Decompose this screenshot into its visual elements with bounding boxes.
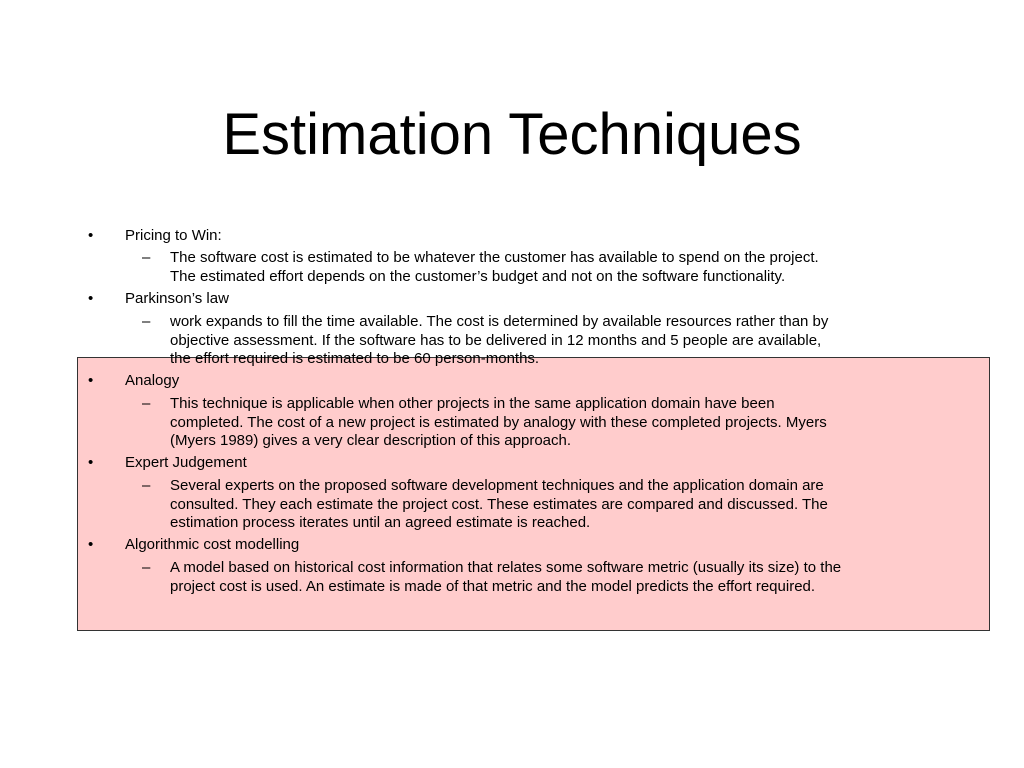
text-line: This technique is applicable when other projects in the same application domain have been (170, 395, 775, 412)
text-line: project cost is used. An estimate is made of that metric and the model predicts the effort required. (170, 577, 816, 595)
text-line: (Myers 1989) gives a very clear description of this approach. (170, 432, 572, 449)
dash-icon: – (142, 559, 151, 576)
bullet-icon: • (88, 372, 94, 389)
dash-icon: – (142, 249, 151, 266)
bullet-icon: • (88, 290, 94, 307)
text-line: completed. The cost of a new project is estimated by analogy with these completed projects. Myers (170, 413, 827, 431)
sub-item-text (170, 313, 940, 369)
sub-item-text (170, 395, 940, 451)
text-line: The software cost is estimated to be whatever the customer has available to spend on the project. (170, 249, 819, 266)
bullet-label: Expert Judgement (125, 454, 247, 471)
bullet-icon: • (88, 536, 94, 553)
bullet-label: Pricing to Win: (125, 227, 222, 244)
text-line: estimation process iterates until an agreed estimate is reached. (170, 514, 591, 531)
text-line: A model based on historical cost information that relates some software metric (usually its size) to the (170, 559, 842, 576)
text-line: objective assessment. If the software has to be delivered in 12 months and 5 people are available, (170, 331, 822, 349)
text-line: the effort required is estimated to be 60 person-months. (170, 350, 540, 367)
dash-icon: – (142, 477, 151, 494)
dash-icon: – (142, 395, 151, 412)
text-line: Several experts on the proposed software development techniques and the application domain are (170, 477, 824, 494)
bullet-label: Analogy (125, 372, 180, 389)
dash-icon: – (142, 313, 151, 330)
bullet-icon: • (88, 227, 94, 244)
sub-item-text (170, 559, 940, 596)
bullet-label: Algorithmic cost modelling (125, 536, 300, 553)
text-line: work expands to fill the time available. The cost is determined by available resources rather than by (170, 313, 829, 330)
text-line: consulted. They each estimate the project cost. These estimates are compared and discussed. The (170, 495, 828, 513)
sub-item-text (170, 477, 940, 533)
sub-item-text (170, 249, 940, 286)
bullet-label: Parkinson’s law (125, 290, 229, 307)
bullet-icon: • (88, 454, 94, 471)
text-line: The estimated effort depends on the customer’s budget and not on the software functionality. (170, 267, 786, 285)
slide-title: Estimation Techniques (222, 102, 802, 167)
